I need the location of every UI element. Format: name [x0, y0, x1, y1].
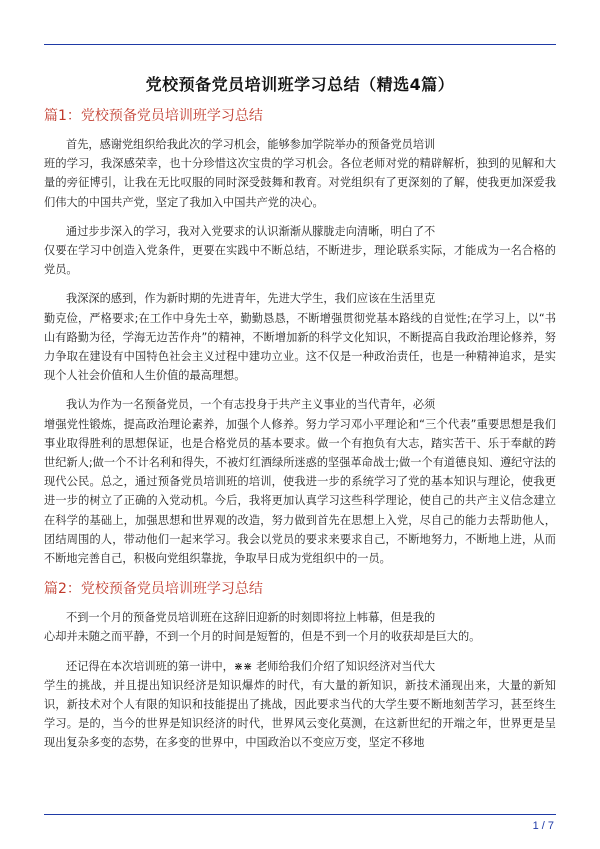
paragraph-text: 班的学习，我深感荣幸，也十分珍惜这次宝贵的学习机会。各位老师对党的精辟解析，独到的见解和大量的旁征博引，让我在无比叹服的同时深受鼓舞和教育。对党组织有了更深刻的了解，使我更加深爱我们伟大的中国共产党，坚定了我加入中国共产党的决心。 [44, 157, 556, 209]
paragraph-first-line: 我深深的感到，作为新时期的先进青年，先进大学生，我们应该在生活里克 [66, 292, 436, 306]
paragraph [44, 289, 556, 385]
paragraph-first-line: 通过步步深入的学习，我对入党要求的认识渐渐从朦胧走向清晰，明白了不 [66, 224, 436, 238]
paragraph-text: 增强党性锻炼，提高政治理论素养，加强个人修养。努力学习邓小平理论和“三个代表”重要思想是我们事业取得胜利的思想保证，也是合格党员的基本要求。做一个有抱负有大志，踏实苦干、乐于奉献的跨世纪新人;做一个不计名利和得失，不被灯红酒绿所迷惑的坚强革命战士;做一个有道德良知、遵纪守法的现代公民。总之，通过预备党员培训班的培训，使我进一步的系统学习了党的基本知识与理论，使我更进一步的树立了正确的入党动机。今后，我将更加认真学习这些科学理论，使自己的共产主义信念建立在科学的基础上，加强思想和世界观的改造，努力做到首先在思想上入党，尽自己的能力去帮助他人，团结周围的人，带动他们一起来学习。我会以党员的要求来要求自己，不断地努力，不断地上进，从而不断地完善自己，积极向党组织靠拢，争取早日成为党组织中的一员。 [44, 417, 556, 566]
section-heading: 篇1：党校预备党员培训班学习总结 [44, 108, 263, 124]
paragraph [44, 135, 556, 212]
footer-rule [44, 814, 556, 815]
paragraph-text: 心却并未随之而平静，不到一个月的时间是短暂的，但是不到一个月的收获却是巨大的。 [44, 630, 481, 644]
paragraph-first-line: 还记得在本次培训班的第一讲中，⋇⋇ 老师给我们介绍了知识经济对当代大 [66, 659, 436, 673]
document-body [44, 72, 556, 763]
section-heading: 篇2：党校预备党员培训班学习总结 [44, 581, 263, 598]
paragraph-text: 勤克俭，严格要求;在工作中身先士卒，勤勤恳恳，不断增强贯彻党基本路线的自觉性;在学习上，以“书山有路勤为径，学海无边苦作舟”的精神，不断增加新的科学文化知识，不断提高自我政治理论修养，努力争取在建设有中国特色社会主义过程中建功立业。这不仅是一种政治责任，也是一种精神追求，是实现个人社会价值和人生价值的最高理想。 [44, 311, 556, 383]
paragraph-text: 学生的挑战，并且提出知识经济是知识爆炸的时代，有大量的新知识，新技术涌现出来，大量的新知识，新技术对个人有限的知识和技能提出了挑战，因此要求当代的大学生要不断地刻苦学习，甚至终生学习。是的，当今的世界是知识经济的时代，世界风云变化莫测，在这新世纪的开端之年，世界更是呈现出复杂多变的态势，在多变的世界中，中国政治以不变应万变，坚定不移地 [44, 678, 556, 750]
paragraph-first-line: 我认为作为一名预备党员，一个有志投身于共产主义事业的当代青年，必须 [66, 398, 436, 412]
paragraph [44, 657, 556, 753]
page-number: 1 / 7 [532, 820, 554, 832]
document-title: 党校预备党员培训班学习总结（精选4篇） [145, 75, 455, 94]
section-1 [44, 105, 556, 568]
paragraph [44, 608, 556, 646]
header-rule [44, 44, 556, 45]
paragraph-first-line: 首先，感谢党组织给我此次的学习机会，能够参加学院举办的预备党员培训 [66, 138, 436, 151]
section-2 [44, 578, 556, 752]
paragraph [44, 222, 556, 280]
paragraph-first-line: 不到一个月的预备党员培训班在这辞旧迎新的时刻即将拉上帏幕，但是我的 [66, 611, 436, 625]
paragraph-text: 仅要在学习中创造入党条件，更要在实践中不断总结，不断进步，理论联系实际，才能成为一名合格的党员。 [44, 244, 556, 277]
paragraph [44, 395, 556, 568]
